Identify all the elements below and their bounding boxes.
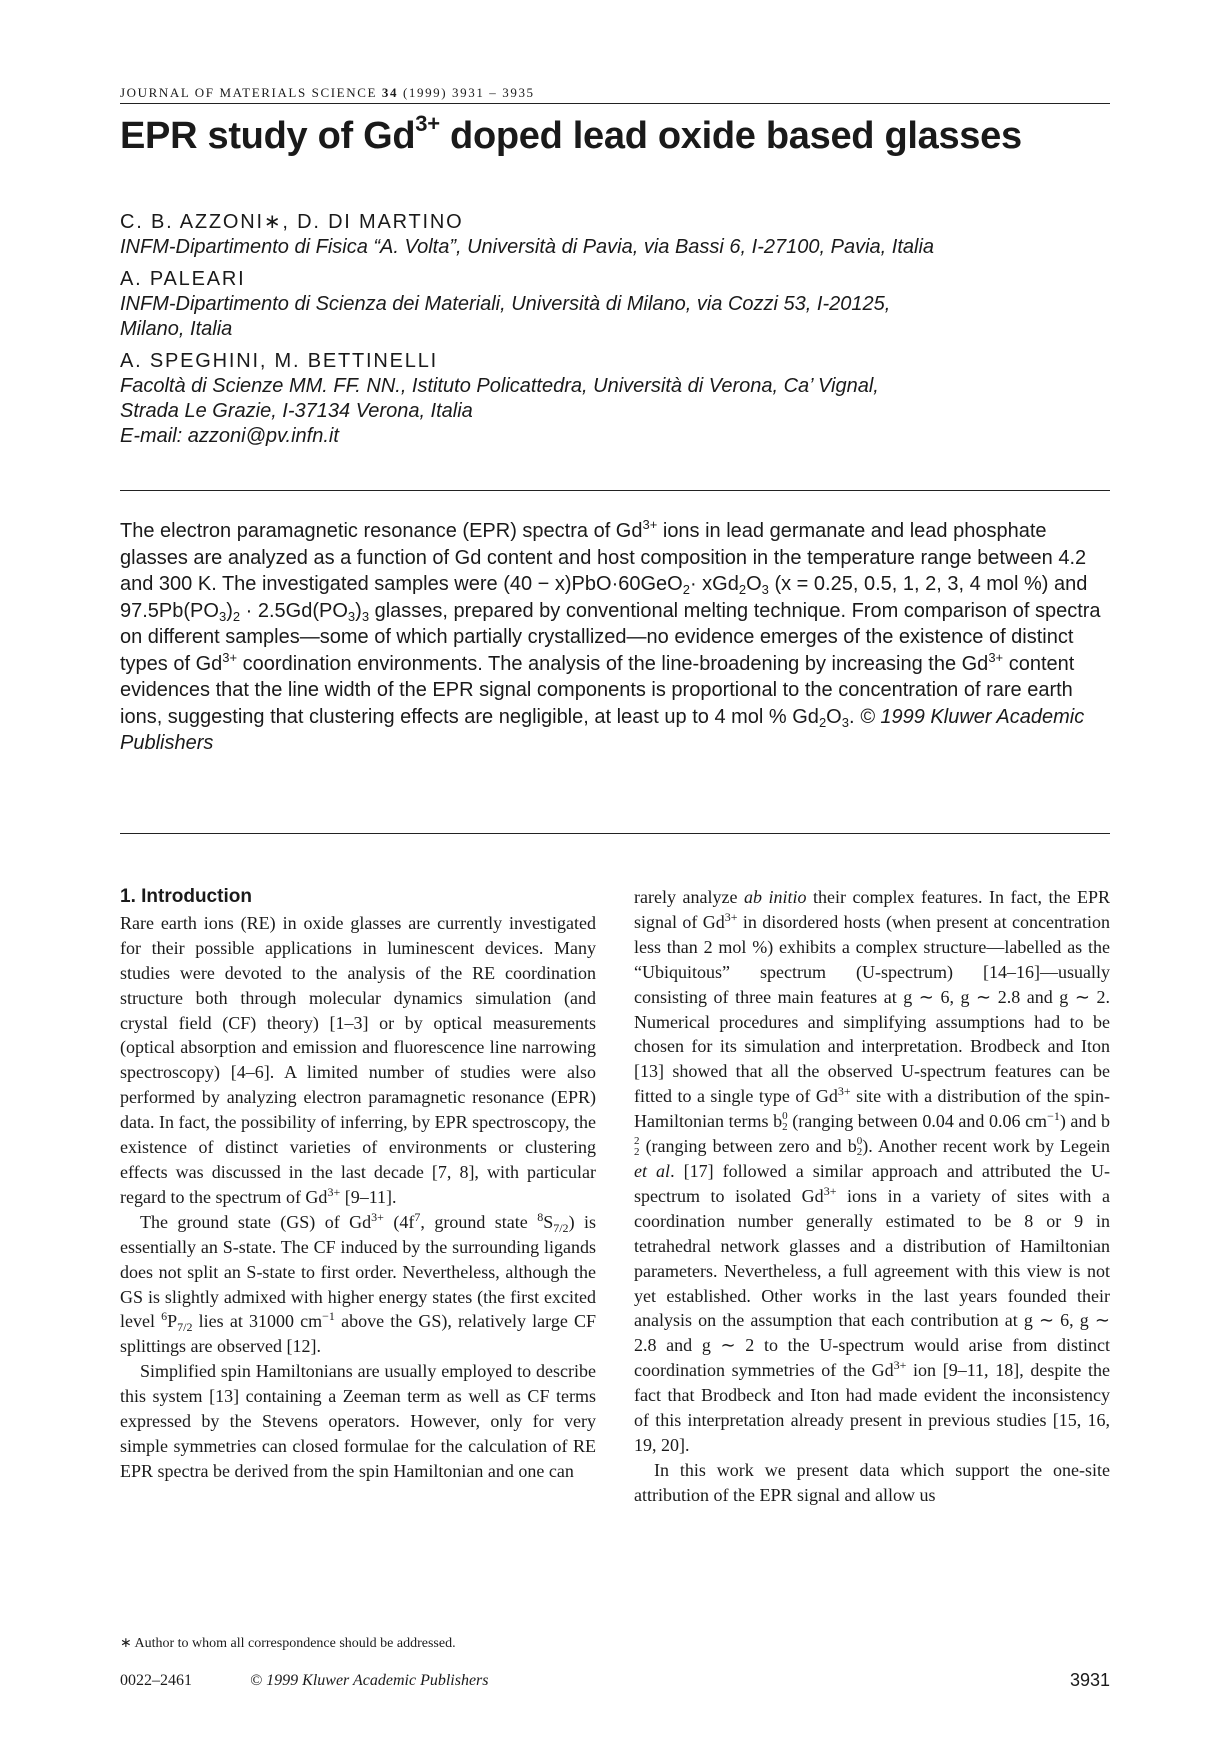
author-group-1: [120, 210, 1110, 260]
page-number: 3931: [1069, 1670, 1110, 1690]
footer-publisher: © 1999 Kluwer Academic Publishers: [250, 1672, 489, 1689]
author-affiliation: Strada Le Grazie, I-37134 Verona, Italia: [120, 400, 473, 422]
paper-title: EPR study of $Gd^{3+}$ doped lead oxide based glasses: [120, 111, 1022, 157]
paper-page: [120, 0, 1110, 1748]
abstract-copyright: © 1999 Kluwer Academic Publishers: [120, 705, 1085, 754]
paragraph: rarely analyze ab initio their complex features. In fact, the EPR signal of $Gd^{3+}$ in disordered hosts (when present at concentration less than 2 mol %) exhibits a complex structure—labelled as the “Ubiquitous” spectrum (U-spectrum) [14–16]—usually consisting of three main features at g ∼ 6, g ∼ 2.8 and g ∼ 2. Numerical procedures and simplifying assumptions had to be chosen for its simulation and interpretation. Brodbeck and Iton [13] showed that all the observed U-spectrum features can be fitted to a single type of $Gd^{3+}$ site with a distribution of the spin-Hamiltonian terms b 0 2 (ranging between 0.04 and 0.06 $cm^{-1}$) and b 2 2 (ranging between zero and b 0 2 ). Another recent work by Legein et al. [17] followed a similar approach and attributed the U-spectrum to isolated $Gd^{3+}$ ions in a variety of sites with a coordination number generally estimated to be 8 or 9 in tetrahedral network glasses and a distribution of Hamiltonian parameters. Nevertheless, a full agreement with this view is not yet established. Other works in the last years founded their analysis on the assumption that each contribution at g ∼ 6, g ∼ 2.8 and g ∼ 2 to the U-spectrum would arise from distinct coordination symmetries of the $Gd^{3+}$ ion [9–11, 18], despite the fact that Brodbeck and Iton had made evident the inconsistency of this interpretation already present in previous studies [15, 16, 19, 20].: [634, 887, 1111, 1455]
paragraph: In this work we present data which support the one-site attribution of the EPR signal and allow us: [634, 1459, 1110, 1505]
abstract: [120, 518, 1110, 757]
author-affiliation: INFM-Dipartimento di Scienza dei Materiali, Università di Milano, via Cozzi 53, I-20125,: [120, 293, 891, 315]
abstract-top-rule: [120, 490, 1110, 491]
header-rule: [120, 103, 1110, 104]
journal-header: [120, 85, 535, 101]
journal-year-pages: (1999) 3931 – 3935: [402, 85, 535, 100]
journal-name: JOURNAL OF MATERIALS SCIENCE: [120, 85, 378, 100]
author-group-2: [120, 267, 1110, 342]
author-affiliation: Facoltà di Scienze MM. FF. NN., Istituto Policattedra, Università di Verona, Ca’ Vignal,: [120, 375, 879, 397]
left-column: [120, 885, 596, 1484]
abstract-text: The electron paramagnetic resonance (EPR) spectra of $Gd^{3+}$ ions in lead germanate and lead phosphate glasses are analyzed as a function of Gd content and host composition in the temperature range between 4.2 and 300 K. The investigated samples were $(40 - x)PbO\cdot 60GeO_2\cdot xGd_2O_3$ (x = 0.25, 0.5, 1, 2, 3, 4 mol %) and $97.5Pb(PO_3)_2 \cdot 2.5Gd(PO_3)_3$ glasses, prepared by conventional melting technique. From comparison of spectra on different samples—some of which partially crystallized—no evidence emerges of the existence of distinct types of $Gd^{3+}$ coordination environments. The analysis of the line-broadening by increasing the $Gd^{3+}$ content evidences that the line width of the EPR signal components is proportional to the concentration of rare earth ions, suggesting that clustering effects are negligible, at least up to 4 mol % $Gd_2O_3$. © 1999 Kluwer Academic Publishers: [120, 517, 1101, 754]
author-names: A. SPEGHINI, M. BETTINELLI: [120, 350, 438, 372]
author-affiliation: INFM-Dipartimento di Fisica “A. Volta”, Università di Pavia, via Bassi 6, I-27100, Pavia, Italia: [120, 236, 935, 258]
paragraph: Simplified spin Hamiltonians are usually employed to describe this system [13] containing a Zeeman term as well as CF terms expressed by the Stevens operators. However, only for very simple symmetries can closed formulae for the calculation of RE EPR spectra be derived from the spin Hamiltonian and one can: [120, 1361, 596, 1481]
author-names: A. PALEARI: [120, 268, 246, 290]
section-heading: 1. Introduction: [120, 886, 252, 907]
abstract-bottom-rule: [120, 833, 1110, 834]
issn: 0022–2461: [120, 1672, 192, 1689]
author-names: C. B. AZZONI∗, D. DI MARTINO: [120, 211, 464, 233]
author-email: E-mail: azzoni@pv.infn.it: [120, 425, 339, 447]
right-column: [634, 885, 1110, 1508]
paragraph: The ground state (GS) of $Gd^{3+}$ ($4f^7$, ground state $^8S_{7/2}$) is essentially an S-state. The CF induced by the surrounding ligands does not split an S-state to first order. Nevertheless, although the GS is slightly admixed with higher energy states (the first excited level $^6P_{7/2}$ lies at 31000 $cm^{-1}$ above the GS), relatively large CF splittings are observed [12].: [120, 1209, 597, 1357]
paragraph: Rare earth ions (RE) in oxide glasses are currently investigated for their possible applications in luminescent devices. Many studies were devoted to the analysis of the RE coordination structure both through molecular dynamics simulation (and crystal field (CF) theory) [1–3] or by optical measurements (optical absorption and emission and fluorescence line narrowing spectroscopy) [4–6]. A limited number of studies were also performed by analyzing electron paramagnetic resonance (EPR) data. In fact, the possibility of inferring, by EPR spectroscopy, the existence of distinct varieties of environments or clustering effects was discussed in the last decade [7, 8], with particular regard to the spectrum of $Gd^{3+}$ [9–11].: [120, 912, 596, 1207]
journal-volume: 34: [381, 85, 399, 100]
author-affiliation: Milano, Italia: [120, 318, 233, 340]
footnote: ∗ Author to whom all correspondence should be addressed.: [120, 1636, 456, 1651]
author-group-3: [120, 349, 1110, 449]
author-block: [120, 210, 1110, 456]
